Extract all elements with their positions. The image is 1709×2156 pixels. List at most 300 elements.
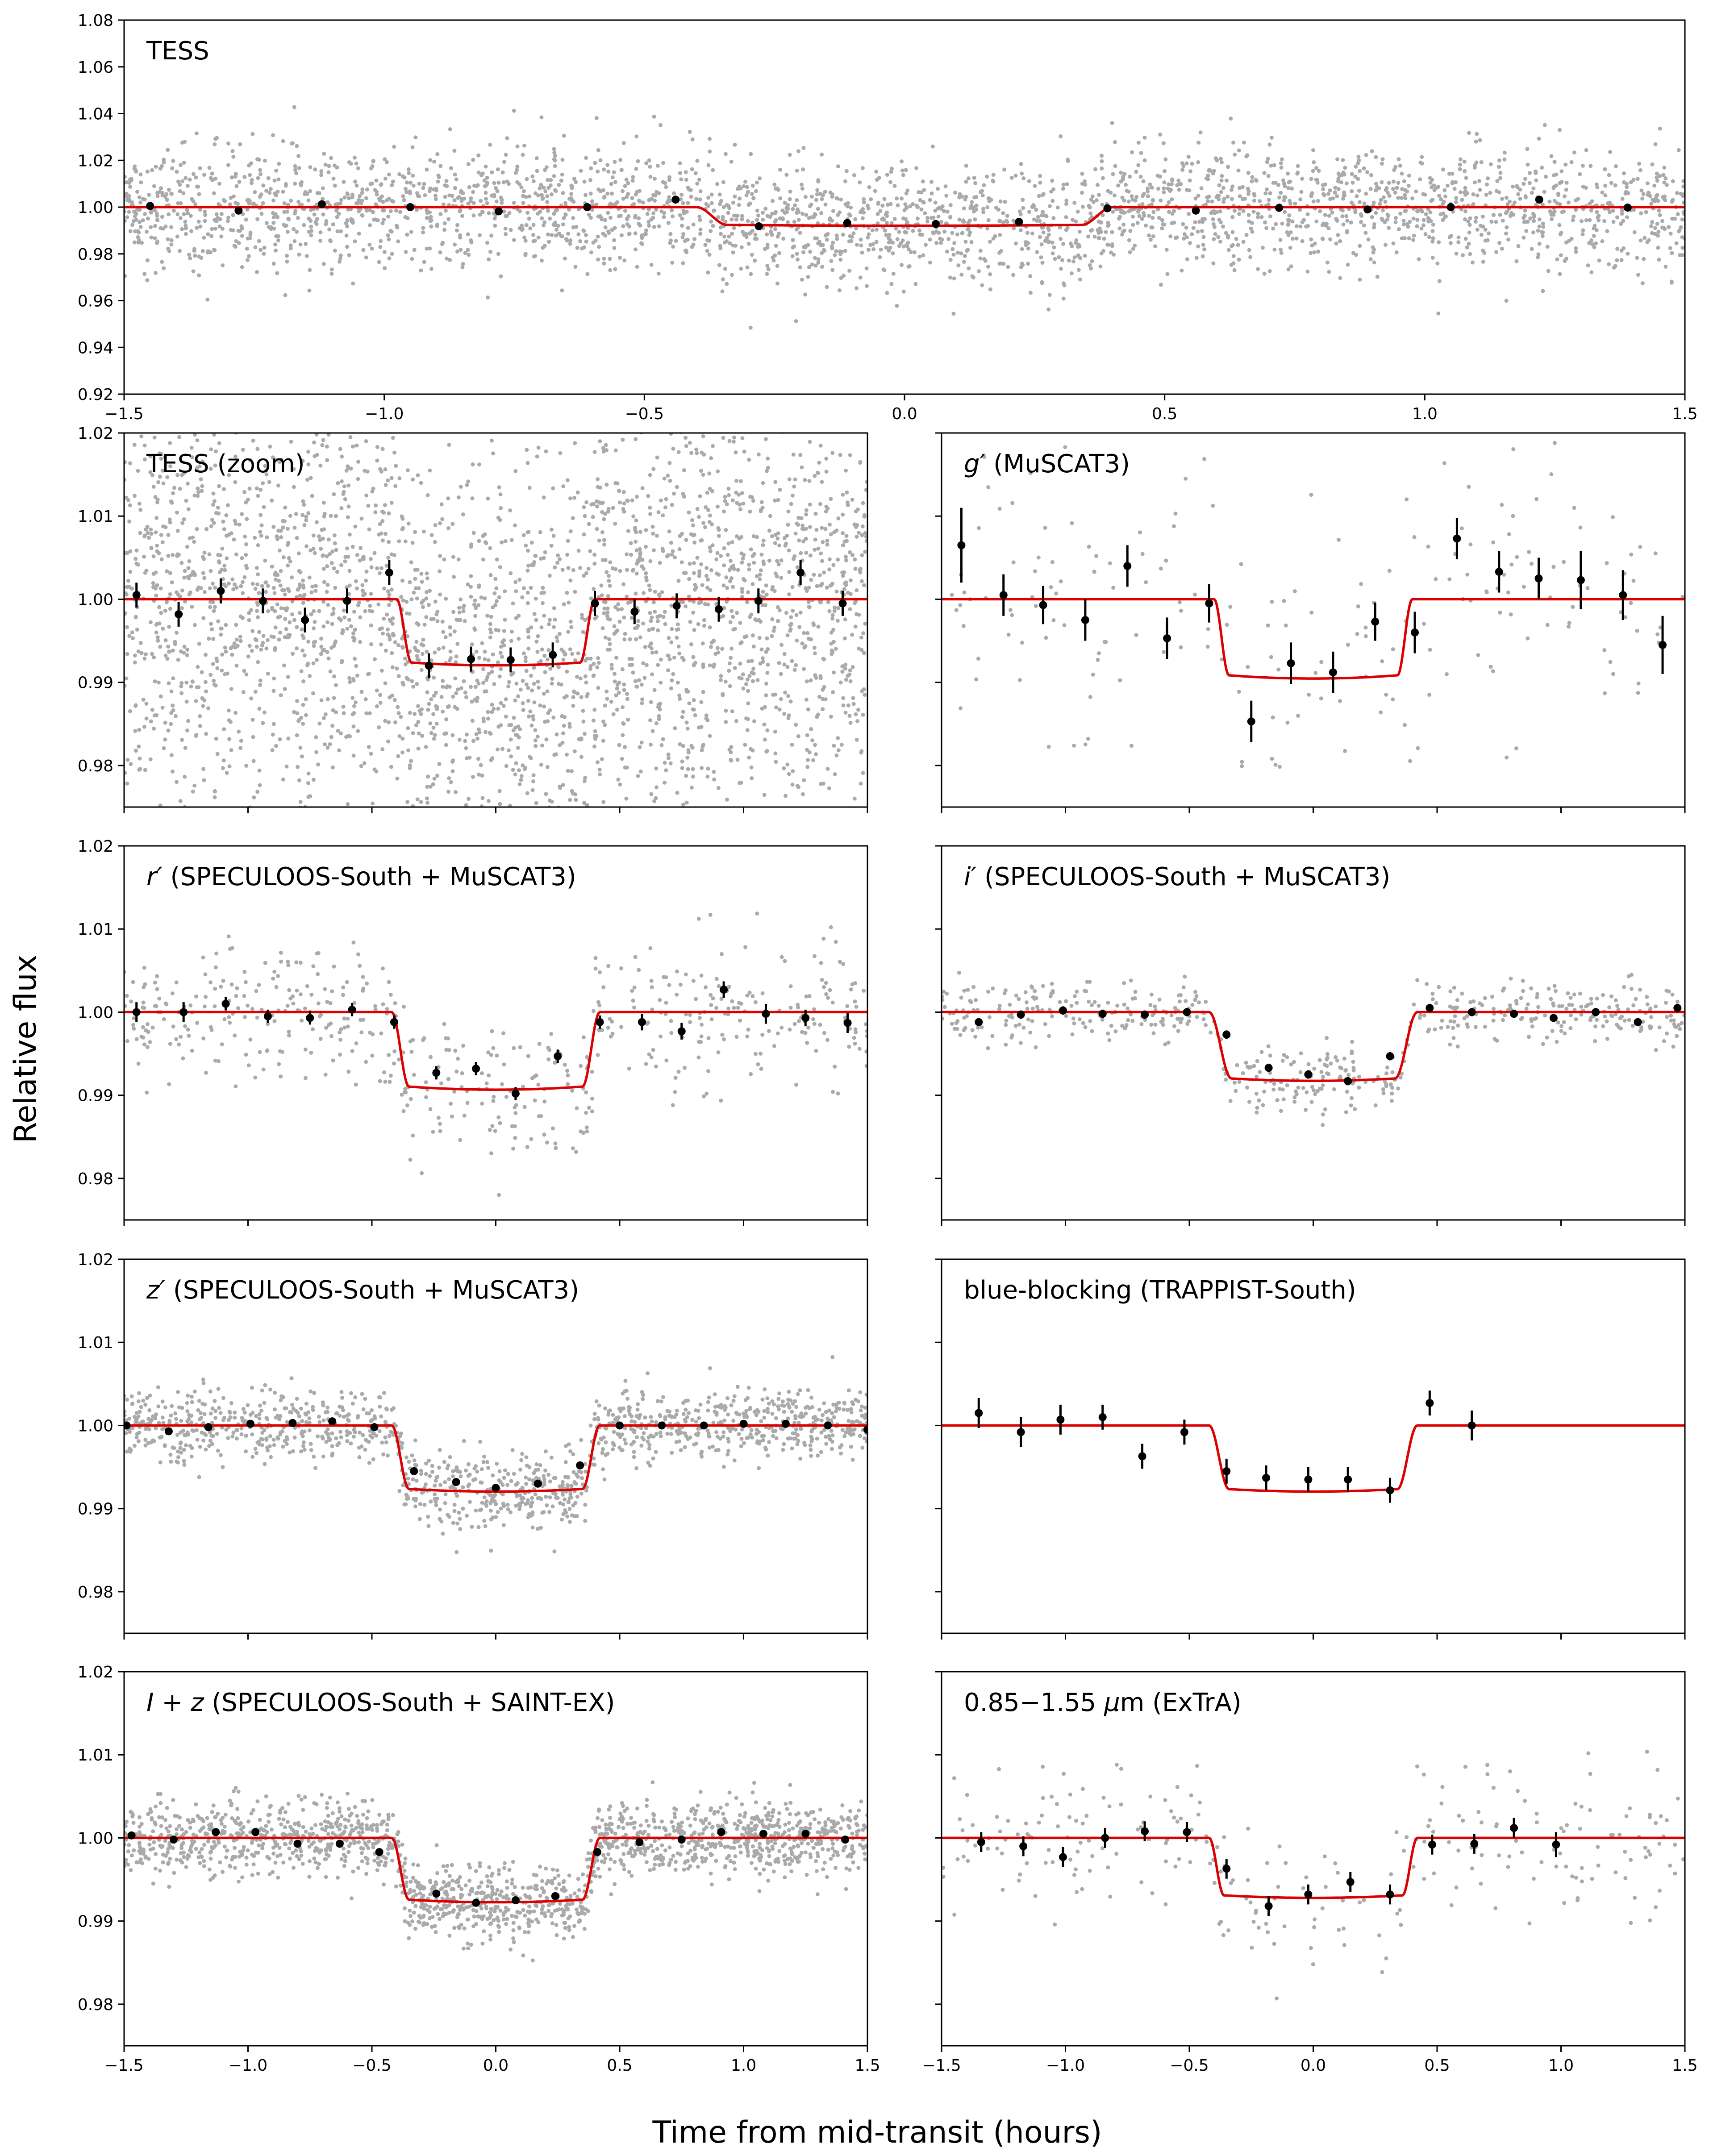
- raw-point: [214, 217, 218, 221]
- raw-point: [687, 577, 691, 581]
- raw-point: [358, 546, 363, 550]
- raw-point: [798, 231, 802, 235]
- raw-point: [1277, 196, 1281, 200]
- raw-point: [670, 261, 674, 265]
- raw-point: [1201, 243, 1205, 247]
- raw-point: [829, 497, 833, 501]
- raw-point: [709, 549, 713, 553]
- raw-point: [552, 606, 556, 610]
- raw-point: [273, 179, 277, 183]
- raw-point: [1431, 256, 1435, 260]
- raw-point: [1323, 213, 1327, 217]
- raw-point: [213, 248, 217, 252]
- raw-point: [302, 223, 306, 227]
- raw-point: [1059, 134, 1063, 138]
- raw-point: [161, 540, 165, 544]
- raw-point: [1339, 180, 1343, 184]
- raw-point: [636, 774, 640, 778]
- raw-point: [834, 249, 838, 253]
- raw-point: [1635, 256, 1639, 260]
- raw-point: [490, 171, 494, 175]
- raw-point: [346, 802, 350, 806]
- raw-point: [1358, 278, 1362, 282]
- raw-point: [1595, 183, 1599, 187]
- raw-point: [1192, 226, 1196, 230]
- raw-point: [795, 169, 799, 173]
- raw-point: [572, 690, 576, 694]
- raw-point: [255, 566, 259, 570]
- raw-point: [885, 221, 889, 225]
- raw-point: [532, 682, 536, 686]
- raw-point: [179, 561, 183, 565]
- raw-point: [863, 515, 867, 519]
- raw-point: [1051, 251, 1055, 255]
- raw-point: [1558, 223, 1562, 227]
- raw-point: [138, 200, 142, 204]
- raw-point: [562, 602, 566, 606]
- raw-point: [672, 492, 676, 496]
- raw-point: [212, 191, 216, 196]
- binned-point: [1624, 204, 1632, 212]
- raw-point: [585, 272, 589, 276]
- raw-point: [1312, 160, 1316, 164]
- raw-point: [1298, 208, 1302, 212]
- raw-point: [1041, 210, 1045, 214]
- raw-point: [1670, 251, 1674, 255]
- raw-point: [647, 158, 651, 162]
- raw-point: [312, 778, 316, 782]
- raw-point: [1011, 273, 1015, 277]
- raw-point: [222, 727, 226, 731]
- raw-point: [277, 162, 281, 166]
- raw-point: [543, 550, 547, 554]
- raw-point: [364, 439, 368, 443]
- raw-point: [964, 164, 968, 168]
- raw-point: [1142, 179, 1146, 183]
- y-tick-label: 0.96: [77, 292, 113, 311]
- raw-point: [1110, 121, 1114, 125]
- raw-point: [1356, 155, 1360, 159]
- raw-point: [1280, 221, 1284, 225]
- raw-point: [500, 541, 504, 545]
- raw-point: [755, 208, 759, 212]
- raw-point: [761, 543, 765, 547]
- raw-point: [499, 492, 503, 496]
- raw-point: [686, 727, 690, 731]
- raw-point: [861, 713, 865, 717]
- raw-point: [698, 218, 702, 222]
- raw-point: [258, 248, 263, 252]
- raw-point: [854, 624, 858, 628]
- raw-point: [309, 233, 313, 237]
- raw-point: [616, 778, 620, 782]
- raw-point: [1589, 208, 1593, 212]
- raw-point: [1226, 236, 1230, 240]
- raw-point: [1380, 162, 1384, 166]
- raw-point: [553, 566, 557, 570]
- raw-point: [253, 536, 257, 540]
- raw-point: [904, 168, 908, 172]
- raw-point: [306, 199, 310, 203]
- raw-point: [693, 713, 697, 717]
- raw-point: [596, 656, 600, 660]
- raw-point: [154, 630, 158, 634]
- raw-point: [306, 450, 310, 454]
- raw-point: [368, 711, 372, 715]
- raw-point: [1546, 245, 1550, 249]
- raw-point: [208, 586, 212, 590]
- raw-point: [317, 534, 321, 538]
- raw-point: [792, 220, 796, 224]
- raw-point: [524, 544, 528, 548]
- raw-point: [504, 697, 508, 701]
- raw-point: [352, 753, 356, 758]
- raw-point: [851, 696, 855, 700]
- raw-point: [197, 220, 201, 224]
- raw-point: [221, 766, 225, 770]
- raw-point: [846, 591, 850, 595]
- raw-point: [395, 224, 399, 228]
- raw-point: [776, 235, 780, 239]
- raw-point: [722, 234, 726, 238]
- raw-point: [452, 149, 456, 153]
- raw-point: [635, 571, 639, 575]
- raw-point: [645, 663, 649, 667]
- raw-point: [948, 275, 952, 279]
- raw-point: [1621, 219, 1625, 223]
- raw-point: [400, 681, 404, 685]
- raw-point: [204, 527, 208, 531]
- raw-point: [1574, 208, 1578, 212]
- raw-point: [1498, 213, 1502, 217]
- raw-point: [667, 461, 671, 465]
- raw-point: [1143, 136, 1147, 140]
- raw-point: [133, 214, 137, 218]
- raw-point: [176, 179, 180, 183]
- x-tick-label: 1.0: [1412, 405, 1438, 423]
- raw-point: [195, 131, 199, 135]
- raw-point: [1267, 198, 1271, 202]
- raw-point: [1620, 249, 1624, 253]
- raw-point: [139, 641, 143, 645]
- raw-point: [512, 201, 516, 205]
- raw-point: [661, 180, 665, 184]
- raw-point: [135, 190, 139, 194]
- raw-point: [620, 607, 624, 611]
- raw-point: [609, 202, 613, 206]
- raw-point: [162, 160, 166, 164]
- raw-point: [1658, 127, 1662, 131]
- raw-point: [1157, 216, 1161, 220]
- raw-point: [542, 223, 546, 227]
- raw-point: [1464, 237, 1468, 241]
- raw-point: [1167, 210, 1171, 214]
- raw-point: [493, 216, 497, 221]
- raw-point: [1219, 157, 1223, 161]
- raw-point: [844, 678, 848, 682]
- raw-point: [566, 630, 570, 634]
- raw-point: [838, 453, 842, 457]
- raw-point: [959, 273, 963, 277]
- raw-point: [1345, 219, 1349, 223]
- raw-point: [558, 632, 562, 636]
- raw-point: [680, 224, 684, 228]
- raw-point: [502, 629, 506, 633]
- raw-point: [916, 216, 920, 221]
- raw-point: [1402, 219, 1406, 223]
- raw-point: [187, 576, 191, 580]
- raw-point: [647, 224, 651, 228]
- raw-point: [833, 253, 837, 257]
- raw-point: [1078, 256, 1082, 260]
- raw-point: [143, 444, 147, 448]
- raw-point: [1650, 220, 1654, 224]
- raw-point: [484, 165, 488, 169]
- raw-point: [149, 225, 153, 229]
- raw-point: [680, 759, 684, 763]
- raw-point: [516, 145, 520, 149]
- raw-point: [444, 717, 448, 721]
- raw-point: [1311, 148, 1315, 152]
- raw-point: [448, 685, 452, 689]
- raw-point: [1252, 210, 1256, 214]
- raw-point: [729, 647, 734, 651]
- raw-point: [860, 250, 864, 254]
- raw-point: [765, 728, 769, 733]
- raw-point: [720, 647, 724, 651]
- raw-point: [565, 753, 569, 757]
- raw-point: [524, 655, 528, 659]
- raw-point: [1400, 196, 1404, 200]
- raw-point: [690, 518, 694, 522]
- raw-point: [1559, 169, 1563, 173]
- raw-point: [684, 538, 688, 542]
- raw-point: [1210, 200, 1214, 204]
- raw-point: [620, 168, 624, 172]
- raw-point: [489, 233, 493, 237]
- raw-point: [1645, 240, 1649, 244]
- raw-point: [1237, 258, 1241, 262]
- raw-point: [1642, 257, 1646, 261]
- raw-point: [336, 481, 340, 485]
- raw-point: [1062, 183, 1066, 187]
- raw-point: [1230, 184, 1234, 188]
- raw-point: [1603, 184, 1607, 188]
- raw-point: [319, 547, 323, 551]
- raw-point: [125, 593, 129, 597]
- raw-point: [1293, 202, 1297, 206]
- raw-point: [133, 557, 138, 561]
- raw-point: [420, 708, 424, 712]
- raw-point: [711, 168, 715, 172]
- raw-point: [180, 738, 184, 742]
- raw-point: [1414, 189, 1418, 193]
- raw-point: [1514, 259, 1518, 263]
- raw-point: [1033, 184, 1037, 188]
- raw-point: [565, 553, 569, 557]
- raw-point: [513, 699, 517, 703]
- raw-point: [255, 790, 259, 794]
- raw-point: [391, 436, 395, 440]
- raw-point: [546, 648, 550, 652]
- raw-point: [137, 728, 141, 732]
- raw-point: [612, 170, 616, 174]
- raw-point: [326, 583, 330, 587]
- raw-point: [768, 514, 772, 518]
- raw-point: [748, 232, 752, 236]
- raw-point: [824, 203, 828, 207]
- raw-point: [622, 258, 626, 262]
- raw-point: [746, 590, 750, 594]
- raw-point: [655, 534, 659, 538]
- raw-point: [345, 191, 349, 196]
- raw-point: [366, 504, 370, 508]
- raw-point: [1451, 180, 1455, 184]
- raw-point: [526, 569, 530, 573]
- raw-point: [502, 180, 506, 184]
- raw-point: [817, 461, 821, 465]
- raw-point: [256, 615, 260, 619]
- raw-point: [1497, 241, 1501, 245]
- raw-point: [150, 236, 154, 240]
- raw-point: [333, 586, 337, 590]
- raw-point: [211, 637, 215, 641]
- raw-point: [227, 708, 231, 712]
- raw-point: [1200, 229, 1204, 233]
- raw-point: [1241, 197, 1245, 201]
- raw-point: [211, 662, 215, 666]
- raw-point: [1463, 217, 1467, 221]
- raw-point: [1025, 231, 1030, 235]
- raw-point: [992, 237, 996, 241]
- raw-point: [1430, 240, 1434, 244]
- raw-point: [1312, 200, 1316, 204]
- raw-point: [818, 674, 822, 678]
- raw-point: [1268, 269, 1272, 273]
- raw-point: [1505, 196, 1509, 200]
- raw-point: [281, 525, 285, 529]
- raw-point: [622, 688, 626, 692]
- raw-point: [451, 769, 455, 773]
- raw-point: [230, 175, 234, 179]
- raw-point: [1267, 174, 1271, 178]
- raw-point: [216, 506, 220, 510]
- raw-point: [809, 727, 813, 731]
- raw-point: [1349, 221, 1353, 225]
- raw-point: [802, 667, 806, 671]
- raw-point: [970, 240, 974, 244]
- raw-point: [604, 225, 608, 229]
- raw-point: [290, 575, 294, 579]
- raw-point: [960, 231, 964, 235]
- raw-point: [1581, 232, 1585, 236]
- raw-point: [561, 658, 565, 662]
- raw-point: [192, 247, 196, 251]
- raw-point: [985, 205, 989, 209]
- y-tick-label: 1.02: [77, 152, 113, 171]
- raw-point: [777, 661, 781, 665]
- raw-point: [327, 164, 331, 168]
- raw-point: [884, 233, 888, 237]
- raw-point: [1521, 216, 1526, 220]
- raw-point: [773, 211, 777, 215]
- raw-point: [900, 169, 905, 173]
- raw-point: [296, 154, 300, 158]
- raw-point: [732, 226, 736, 230]
- raw-point: [154, 271, 158, 275]
- raw-point: [1477, 179, 1481, 183]
- raw-point: [279, 693, 283, 697]
- raw-point: [204, 690, 208, 694]
- raw-point: [305, 478, 309, 482]
- raw-point: [319, 173, 323, 177]
- raw-point: [170, 166, 174, 171]
- raw-point: [846, 204, 850, 208]
- raw-point: [465, 756, 469, 760]
- raw-point: [313, 167, 317, 171]
- raw-point: [262, 252, 266, 256]
- raw-point: [765, 637, 769, 641]
- raw-point: [1443, 195, 1447, 199]
- raw-point: [428, 216, 432, 220]
- raw-point: [986, 265, 990, 269]
- raw-point: [126, 758, 130, 762]
- raw-point: [692, 561, 696, 565]
- raw-point: [1641, 281, 1645, 285]
- raw-point: [1489, 162, 1493, 166]
- raw-point: [591, 515, 595, 519]
- raw-point: [773, 254, 777, 258]
- raw-point: [444, 743, 448, 747]
- raw-point: [936, 187, 940, 191]
- raw-point: [278, 615, 282, 619]
- raw-point: [562, 134, 566, 138]
- raw-point: [1446, 184, 1450, 188]
- raw-point: [776, 498, 780, 502]
- raw-point: [496, 181, 500, 185]
- raw-point: [405, 180, 409, 184]
- raw-point: [258, 530, 262, 534]
- raw-point: [383, 266, 387, 270]
- raw-point: [823, 190, 827, 194]
- raw-point: [1047, 233, 1051, 237]
- raw-point: [863, 622, 867, 626]
- raw-point: [708, 625, 712, 629]
- raw-point: [276, 238, 280, 242]
- raw-point: [1110, 230, 1114, 234]
- raw-point: [448, 127, 452, 131]
- raw-point: [472, 626, 476, 630]
- raw-point: [710, 522, 714, 526]
- raw-point: [481, 558, 485, 562]
- raw-point: [836, 164, 840, 168]
- raw-point: [1162, 141, 1166, 145]
- raw-point: [787, 570, 791, 574]
- raw-point: [492, 181, 496, 185]
- raw-point: [461, 265, 465, 269]
- raw-point: [1112, 253, 1116, 257]
- raw-point: [1501, 219, 1505, 223]
- raw-point: [967, 233, 971, 237]
- raw-point: [1233, 268, 1237, 272]
- raw-point: [570, 652, 574, 656]
- raw-point: [434, 599, 438, 604]
- raw-point: [1097, 193, 1101, 197]
- raw-point: [387, 540, 391, 544]
- raw-point: [169, 722, 173, 726]
- raw-point: [751, 633, 755, 637]
- raw-point: [1528, 181, 1532, 185]
